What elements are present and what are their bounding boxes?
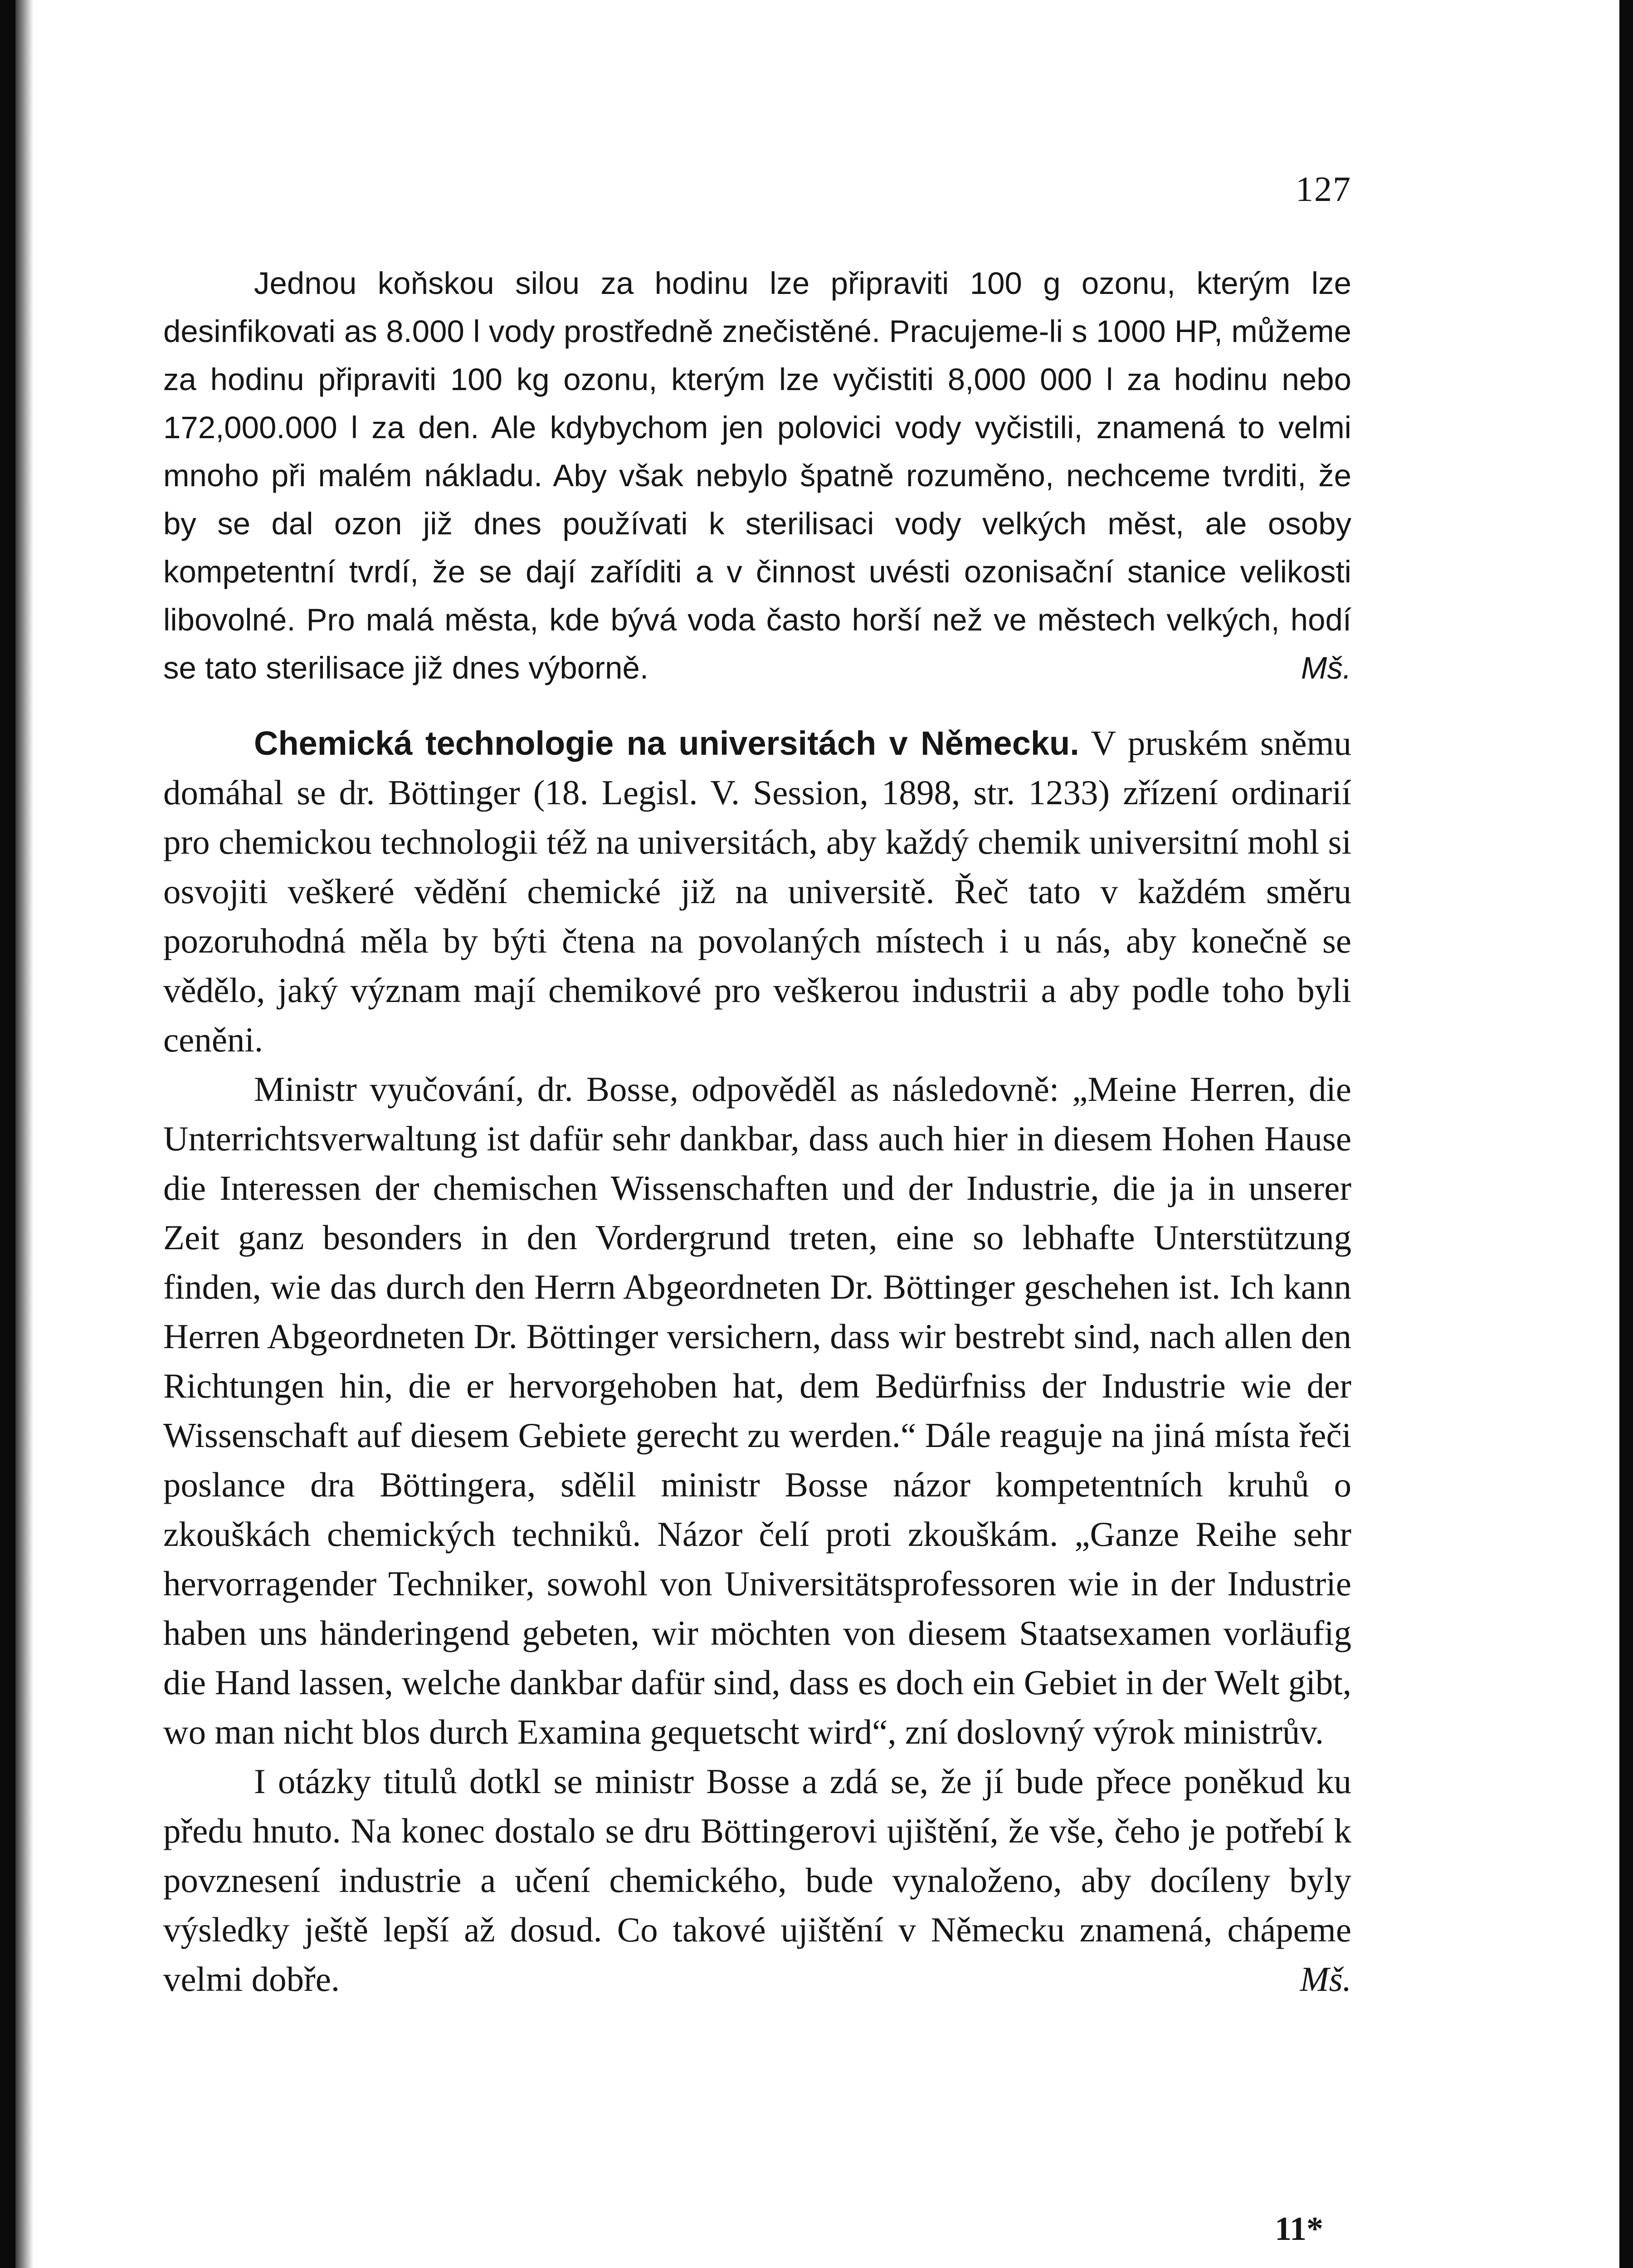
printer-signature-mark: 11*: [1275, 2210, 1323, 2248]
paragraph-chemical-technology: [163, 719, 1351, 1065]
paragraph-text: Jednou koňskou silou za hodinu lze připraviti 100 g ozonu, kterým lze desinfikovati as 8.000 l vody prostředně znečistěné. Pracujeme-li s 1000 HP, můžeme za hodinu připraviti 100 kg ozonu, kterým lze vyčistiti 8,000 000 l za hodinu nebo 172,000.000 l za den. Ale kdybychom jen polovici vody vyčistili, znamená to velmi mnoho při malém nákladu. Aby však nebylo špatně rozuměno, nechceme tvrditi, že by se dal ozon již dnes používati k sterilisaci vody velkých měst, ale osoby kompetentní tvrdí, že se dají zaříditi a v činnost uvésti ozonisační stanice velikosti libovolné. Pro malá města, kde bývá voda často horší než ve městech velkých, hodí se tato sterilisace již dnes výborně.: [163, 266, 1351, 685]
author-signature: Mš.: [1301, 650, 1351, 685]
paragraph-minister-response: [163, 1065, 1351, 1757]
section-heading: Chemická technologie na universitách v Německu.: [254, 724, 1079, 762]
author-signature: Mš.: [1300, 1960, 1351, 1999]
page-number: 127: [1296, 169, 1351, 209]
paragraph-ozone: [163, 259, 1351, 692]
paragraph-text: V pruském sněmu domáhal se dr. Böttinger (18. Legisl. V. Session, 1898, str. 1233) zřízení ordinarií pro chemickou technologii též na universitách, aby každý chemik universitní mohl si osvojiti veškeré vědění chemické již na universitě. Řeč tato v každém směru pozoruhodná měla by býti čtena na povolaných místech i u nás, aby konečně se vědělo, jaký význam mají chemikové pro veškerou industrii a aby podle toho byli ceněni.: [163, 723, 1351, 1059]
book-spine-shadow: [0, 0, 15, 2268]
paragraph-text: Ministr vyučování, dr. Bosse, odpověděl as následovně: „Meine Herren, die Unterrichtsverwaltung ist dafür sehr dankbar, dass auch hier in diesem Hohen Hause die Interessen der chemischen Wissenschaften und der Industrie, die ja in unserer Zeit ganz besonders in den Vordergrund treten, eine so lebhafte Unterstützung finden, wie das durch den Herrn Abgeordneten Dr. Böttinger geschehen ist. Ich kann Herren Abgeordneten Dr. Böttinger versichern, dass wir bestrebt sind, nach allen den Richtungen hin, die er hervorgehoben hat, dem Bedürfniss der Industrie wie der Wissenschaft auf diesem Gebiete gerecht zu werden.“ Dále reaguje na jiná místa řeči poslance dra Böttingera, sdělil ministr Bosse názor kompetentních kruhů o zkouškách chemických techniků. Názor čelí proti zkouškám. „Ganze Reihe sehr hervorragender Techniker, sowohl von Universitätsprofessoren wie in der Industrie haben uns händeringend gebeten, wir möchten von diesem Staatsexamen vorläufig die Hand lassen, welche dankbar dafür sind, dass es doch ein Gebiet in der Welt gibt, wo man nicht blos durch Examina gequetscht wird“, zní doslovný výrok ministrův.: [163, 1070, 1351, 1751]
page-body: [163, 259, 1351, 2004]
paragraph-text: I otázky titulů dotkl se ministr Bosse a zdá se, že jí bude přece poněkud ku předu hnuto. Na konec dostalo se dru Böttingerovi ujištění, že vše, čeho je potřebí k povznesení industrie a učení chemického, bude vynaloženo, aby docíleny byly výsledky ještě lepší až dosud. Co takové ujištění v Německu znamená, chápeme velmi dobře.: [163, 1762, 1351, 1999]
paragraph-titles: [163, 1757, 1351, 2004]
page-edge: [1619, 0, 1633, 2268]
gutter-shadow: [15, 0, 34, 2268]
